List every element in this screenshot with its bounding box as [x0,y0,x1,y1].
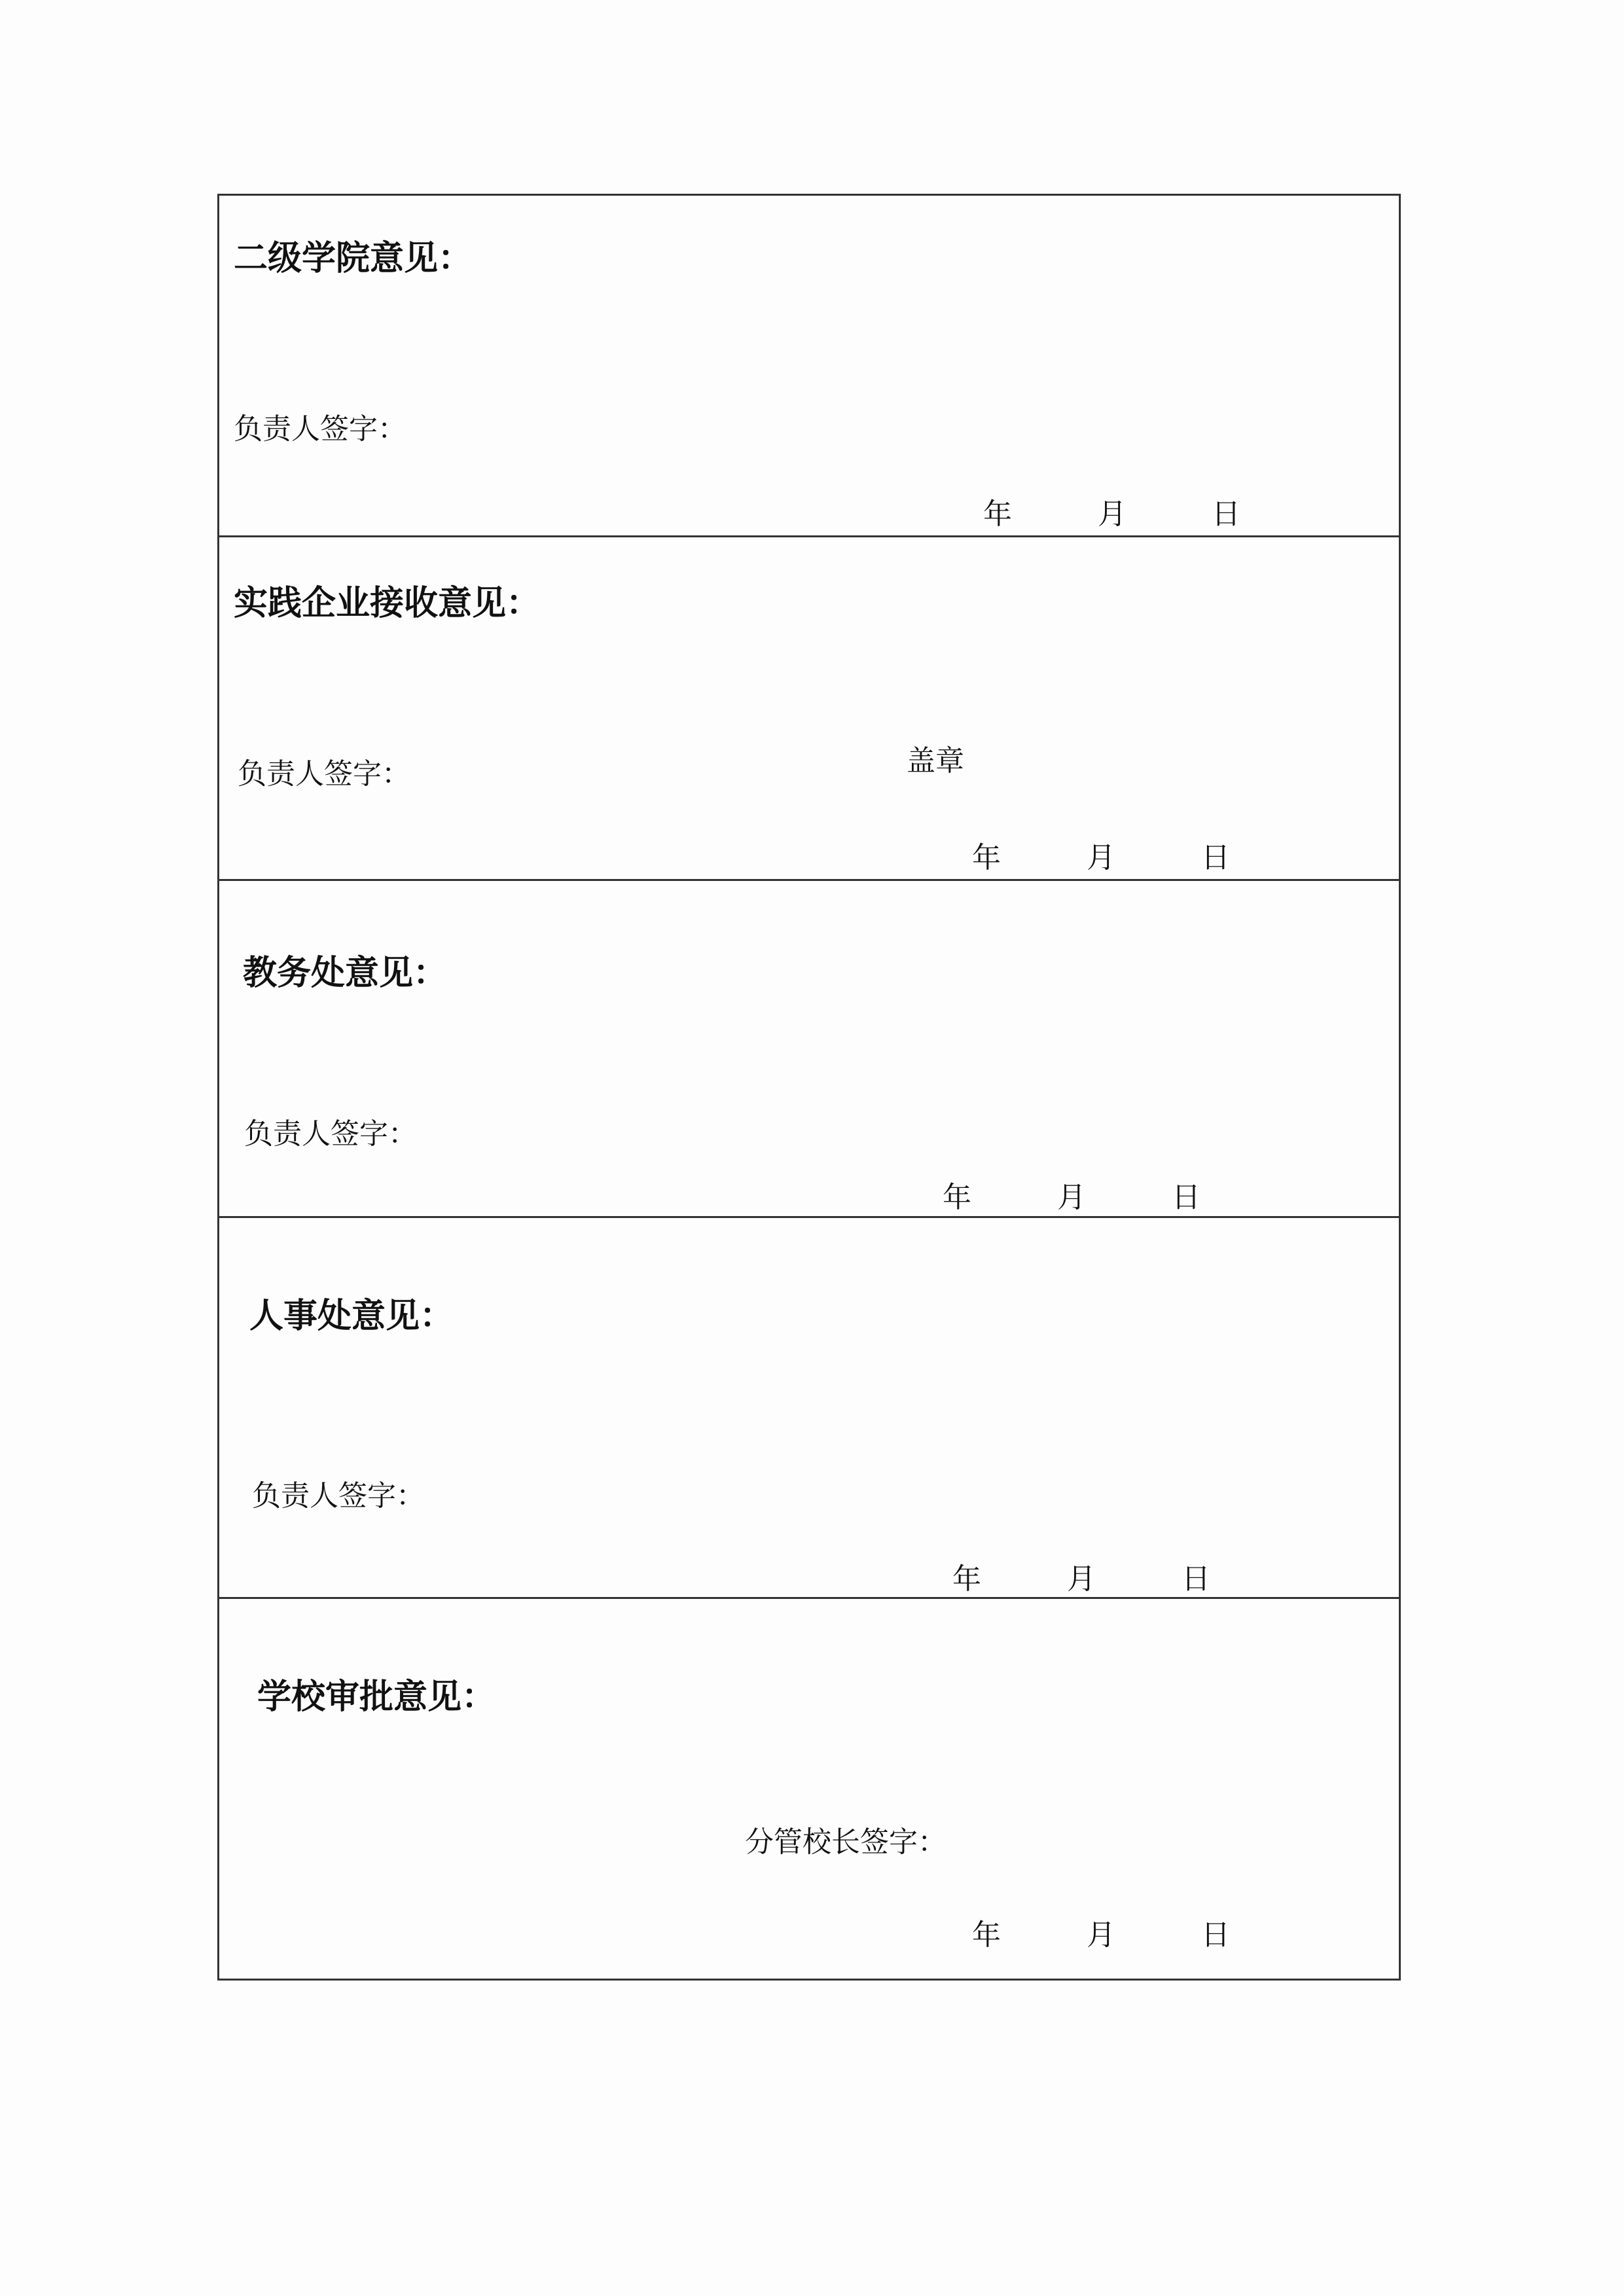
section-school-approval-opinion [219,1599,1399,1979]
section-academic-affairs-opinion [219,881,1399,1218]
date-day: 日 [1172,1181,1200,1214]
approval-form [217,194,1401,1981]
signature-label: 分管校长签字： [745,1825,947,1859]
signature-label: 负责人签字： [238,757,410,791]
signature-label: 负责人签字： [234,412,406,446]
date-day: 日 [1201,841,1230,874]
signature-label: 负责人签字： [252,1479,425,1513]
date-day: 日 [1201,1918,1230,1952]
section-personnel-opinion [219,1218,1399,1599]
date-month: 月 [1087,841,1115,874]
section-enterprise-opinion [219,537,1399,881]
section-heading: 实践企业接收意见： [234,583,541,623]
signature-label: 负责人签字： [244,1117,417,1151]
section-college-opinion [219,196,1399,537]
section-heading: 学校审批意见： [257,1677,496,1717]
section-heading: 二级学院意见： [234,238,473,278]
date-year: 年 [972,1918,1001,1952]
date-day: 日 [1212,497,1240,531]
section-heading: 人事处意见： [249,1296,454,1336]
date-month: 月 [1067,1562,1096,1596]
date-year: 年 [983,497,1012,531]
seal-label: 盖章 [907,744,964,778]
section-heading: 教务处意见： [243,953,448,993]
date-year: 年 [943,1181,971,1214]
date-year: 年 [952,1562,981,1596]
date-month: 月 [1057,1181,1086,1214]
date-month: 月 [1087,1918,1115,1952]
date-month: 月 [1098,497,1127,531]
date-day: 日 [1182,1562,1210,1596]
date-year: 年 [972,841,1001,874]
